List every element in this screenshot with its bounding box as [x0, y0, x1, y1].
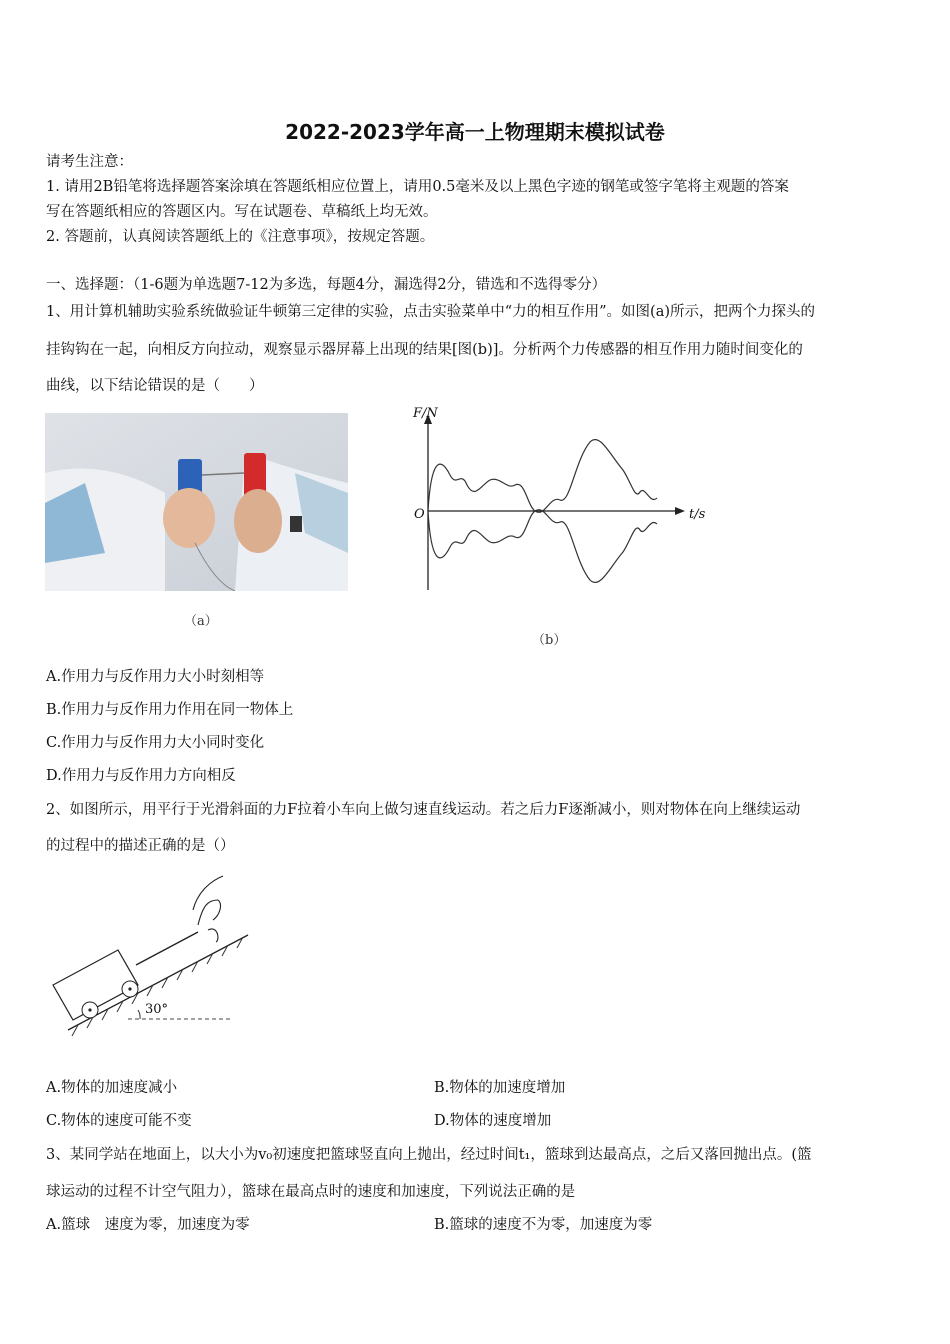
q1-option-d: D.作用力与反作用力方向相反 — [46, 768, 236, 784]
q3-line-1: 3、某同学站在地面上，以大小为v₀初速度把篮球竖直向上抛出，经过时间t₁，篮球到达最高点，之后又落回抛出点。(篮 — [46, 1147, 812, 1163]
q2-line-2: 的过程中的描述正确的是（） — [46, 838, 235, 854]
graph-x-axis-label: t/s — [689, 507, 706, 522]
section-heading: 一、选择题：（1-6题为单选题7-12为多选，每题4分，漏选得2分，错选和不选得零分） — [46, 277, 607, 293]
q2-option-c: C.物体的速度可能不变 — [46, 1113, 192, 1129]
q3-option-a: A.篮球 速度为零，加速度为零 — [46, 1217, 250, 1233]
notice-heading: 请考生注意： — [46, 154, 133, 170]
q2-option-a: A.物体的加速度减小 — [46, 1080, 178, 1096]
q1-option-b: B.作用力与反作用力作用在同一物体上 — [46, 702, 294, 718]
graph-y-axis-label: F/N — [413, 406, 438, 421]
figure-b-caption: （b） — [532, 633, 567, 648]
q3-option-b: B.篮球的速度不为零，加速度为零 — [434, 1217, 653, 1233]
q2-option-b: B.物体的加速度增加 — [434, 1080, 566, 1096]
q1-line-1: 1、用计算机辅助实验系统做验证牛顿第三定律的实验，点击实验菜单中“力的相互作用”。如图(a)所示，把两个力探头的 — [46, 304, 816, 320]
incline-angle-label: 30° — [145, 1002, 169, 1017]
q1-line-2: 挂钩钩在一起，向相反方向拉动，观察显示器屏幕上出现的结果[图(b)]。分析两个力传感器的相互作用力随时间变化的 — [46, 342, 803, 358]
notice-line-1a: 1. 请用2B铅笔将选择题答案涂填在答题纸相应位置上，请用0.5毫米及以上黑色字迹的钢笔或签字笔将主观题的答案 — [46, 179, 789, 195]
q1-option-a: A.作用力与反作用力大小时刻相等 — [46, 669, 265, 685]
notice-line-1b: 写在答题纸相应的答题区内。写在试题卷、草稿纸上均无效。 — [46, 204, 438, 220]
q2-line-1: 2、如图所示，用平行于光滑斜面的力F拉着小车向上做匀速直线运动。若之后力F逐渐减小，则对物体在向上继续运动 — [46, 802, 801, 818]
figure-b-graph — [395, 400, 725, 600]
notice-line-2: 2. 答题前，认真阅读答题纸上的《注意事项》，按规定答题。 — [46, 229, 435, 245]
figure-a-caption: （a） — [184, 614, 218, 629]
q1-line-3: 曲线，以下结论错误的是（ ） — [46, 378, 264, 394]
graph-origin-label: O — [414, 507, 425, 522]
q1-option-c: C.作用力与反作用力大小同时变化 — [46, 735, 265, 751]
page-title: 2022-2023学年高一上物理期末模拟试卷 — [285, 120, 665, 144]
q2-option-d: D.物体的速度增加 — [434, 1113, 552, 1129]
q3-line-2: 球运动的过程不计空气阻力），篮球在最高点时的速度和加速度，下列说法正确的是 — [46, 1184, 576, 1200]
figure-a-photo — [45, 413, 348, 591]
